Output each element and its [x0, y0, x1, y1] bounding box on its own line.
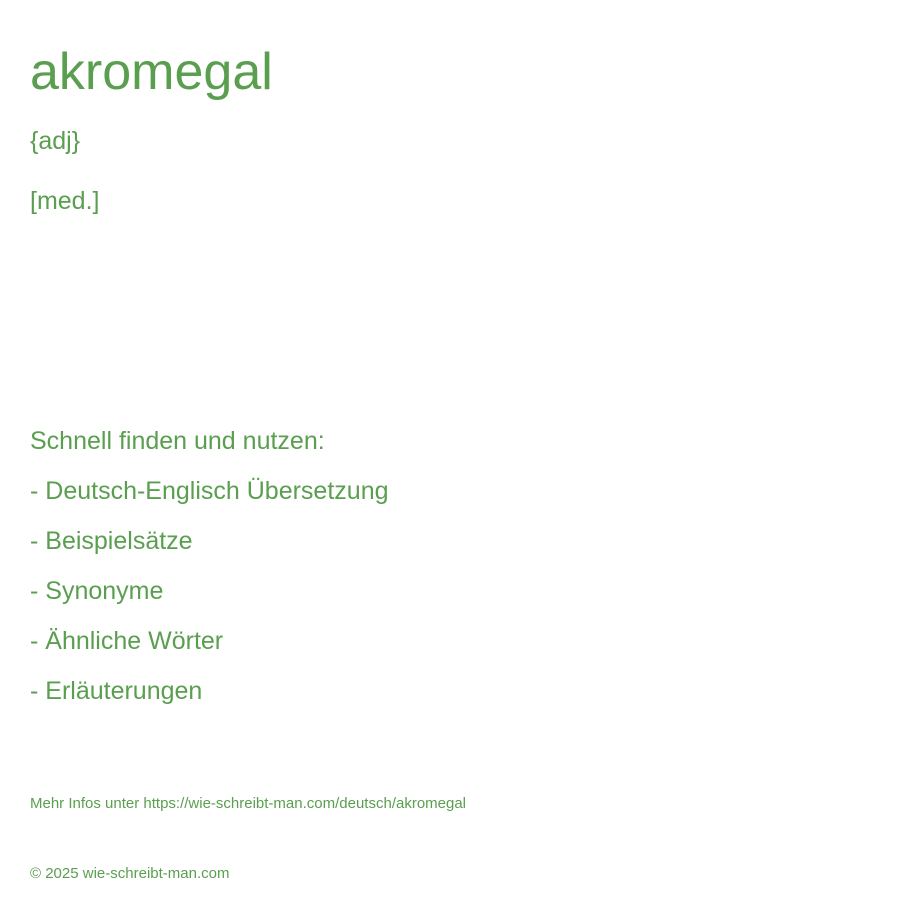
- domain-tag: [med.]: [30, 187, 100, 215]
- copyright-text: © 2025 wie-schreibt-man.com: [30, 865, 230, 882]
- feature-item-example-sentences: - Beispielsätze: [30, 527, 193, 555]
- word-title: akromegal: [30, 43, 273, 101]
- feature-item-explanations: - Erläuterungen: [30, 677, 203, 705]
- more-info-text: Mehr Infos unter https://wie-schreibt-man.com/deutsch/akromegal: [30, 795, 467, 812]
- feature-item-translation: - Deutsch-Englisch Übersetzung: [30, 477, 389, 505]
- features-heading: Schnell finden und nutzen:: [30, 427, 325, 455]
- feature-item-synonyms: - Synonyme: [30, 577, 164, 605]
- part-of-speech-tag: {adj}: [30, 127, 81, 155]
- feature-item-similar-words: - Ähnliche Wörter: [30, 627, 224, 655]
- feature-list: [30, 474, 389, 724]
